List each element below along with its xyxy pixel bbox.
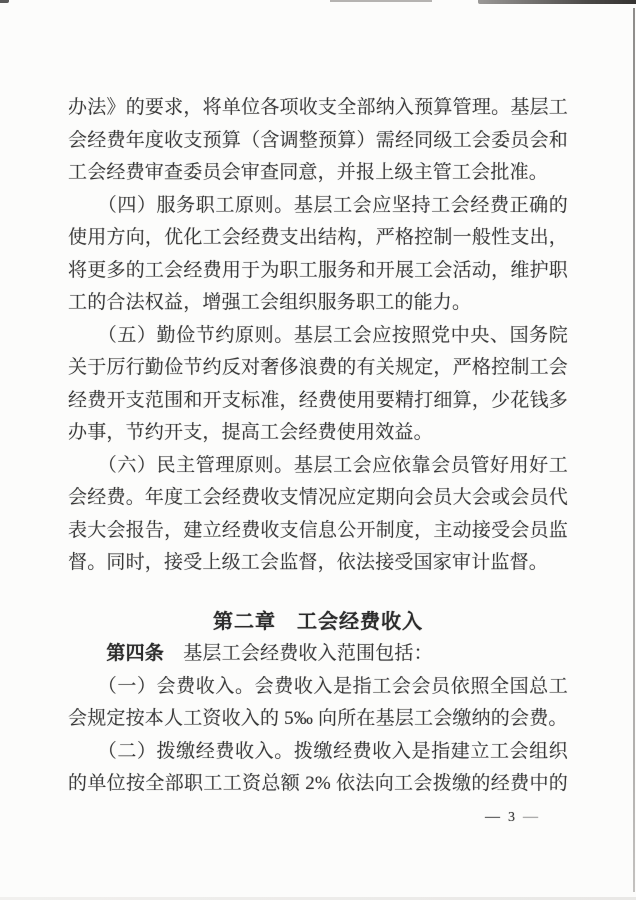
body-line: 办事，节约开支，提高工会经费使用效益。	[68, 422, 433, 443]
article-number-label: 第四条	[68, 643, 165, 664]
body-line: 会规定按本人工资收入的 5‰ 向所在基层工会缴纳的会费。	[68, 708, 568, 729]
body-line: 表大会报告，建立经费收支信息公开制度，主动接受会员监	[68, 519, 568, 541]
body-line: （五）勤俭节约原则。基层工会应按照党中央、国务院	[68, 324, 568, 346]
page-number-dash-right: —	[523, 808, 540, 825]
text-column	[68, 92, 568, 834]
body-line: 工的合法权益，增强工会组织服务职工的能力。	[68, 292, 472, 313]
article-text: 基层工会经费收入范围包括：	[164, 643, 433, 664]
body-line: 督。同时，接受上级工会监督，依法接受国家审计监督。	[68, 552, 549, 573]
body-line: 办法》的要求，将单位各项收支全部纳入预算管理。基层工	[68, 97, 568, 118]
body-line: 关于厉行勤俭节约反对奢侈浪费的有关规定，严格控制工会	[68, 357, 568, 378]
scan-streak-top-center	[330, 0, 432, 2]
scan-streak-top-right	[478, 0, 636, 4]
body-line: （四）服务职工原则。基层工会应坚持工会经费正确的	[68, 194, 568, 216]
page-number-value: 3	[508, 809, 517, 825]
body-line: 使用方向，优化工会经费支出结构，严格控制一般性支出，	[68, 227, 568, 248]
body-line: 经费开支范围和开支标准，经费使用要精打细算，少花钱多	[68, 389, 568, 411]
body-line: 的单位按全部职工工资总额 2% 依法向工会拨缴的经费中的	[68, 773, 568, 794]
body-line: （二）拨缴经费收入。拨缴经费收入是指建立工会组织	[68, 740, 568, 762]
scan-edge-line-right	[633, 8, 635, 892]
body-line: 工会经费审查委员会审查同意，并报上级主管工会批准。	[68, 162, 549, 183]
scan-mark-top-left	[0, 0, 9, 3]
page-number	[68, 801, 568, 835]
body-line: 会经费。年度工会经费收支情况应定期向会员大会或会员代	[68, 487, 568, 508]
body-line: （六）民主管理原则。基层工会应依靠会员管好用好工	[68, 454, 568, 476]
page-number-dash-left: —	[485, 808, 502, 825]
body-line: 会经费年度收支预算（含调整预算）需经同级工会委员会和	[68, 129, 568, 151]
body-line: 将更多的工会经费用于为职工服务和开展工会活动，维护职	[68, 259, 568, 281]
body-line: （一）会费收入。会费收入是指工会会员依照全国总工	[68, 675, 568, 697]
chapter-heading: 第二章 工会经费收入	[213, 610, 423, 633]
article-line	[68, 638, 568, 671]
